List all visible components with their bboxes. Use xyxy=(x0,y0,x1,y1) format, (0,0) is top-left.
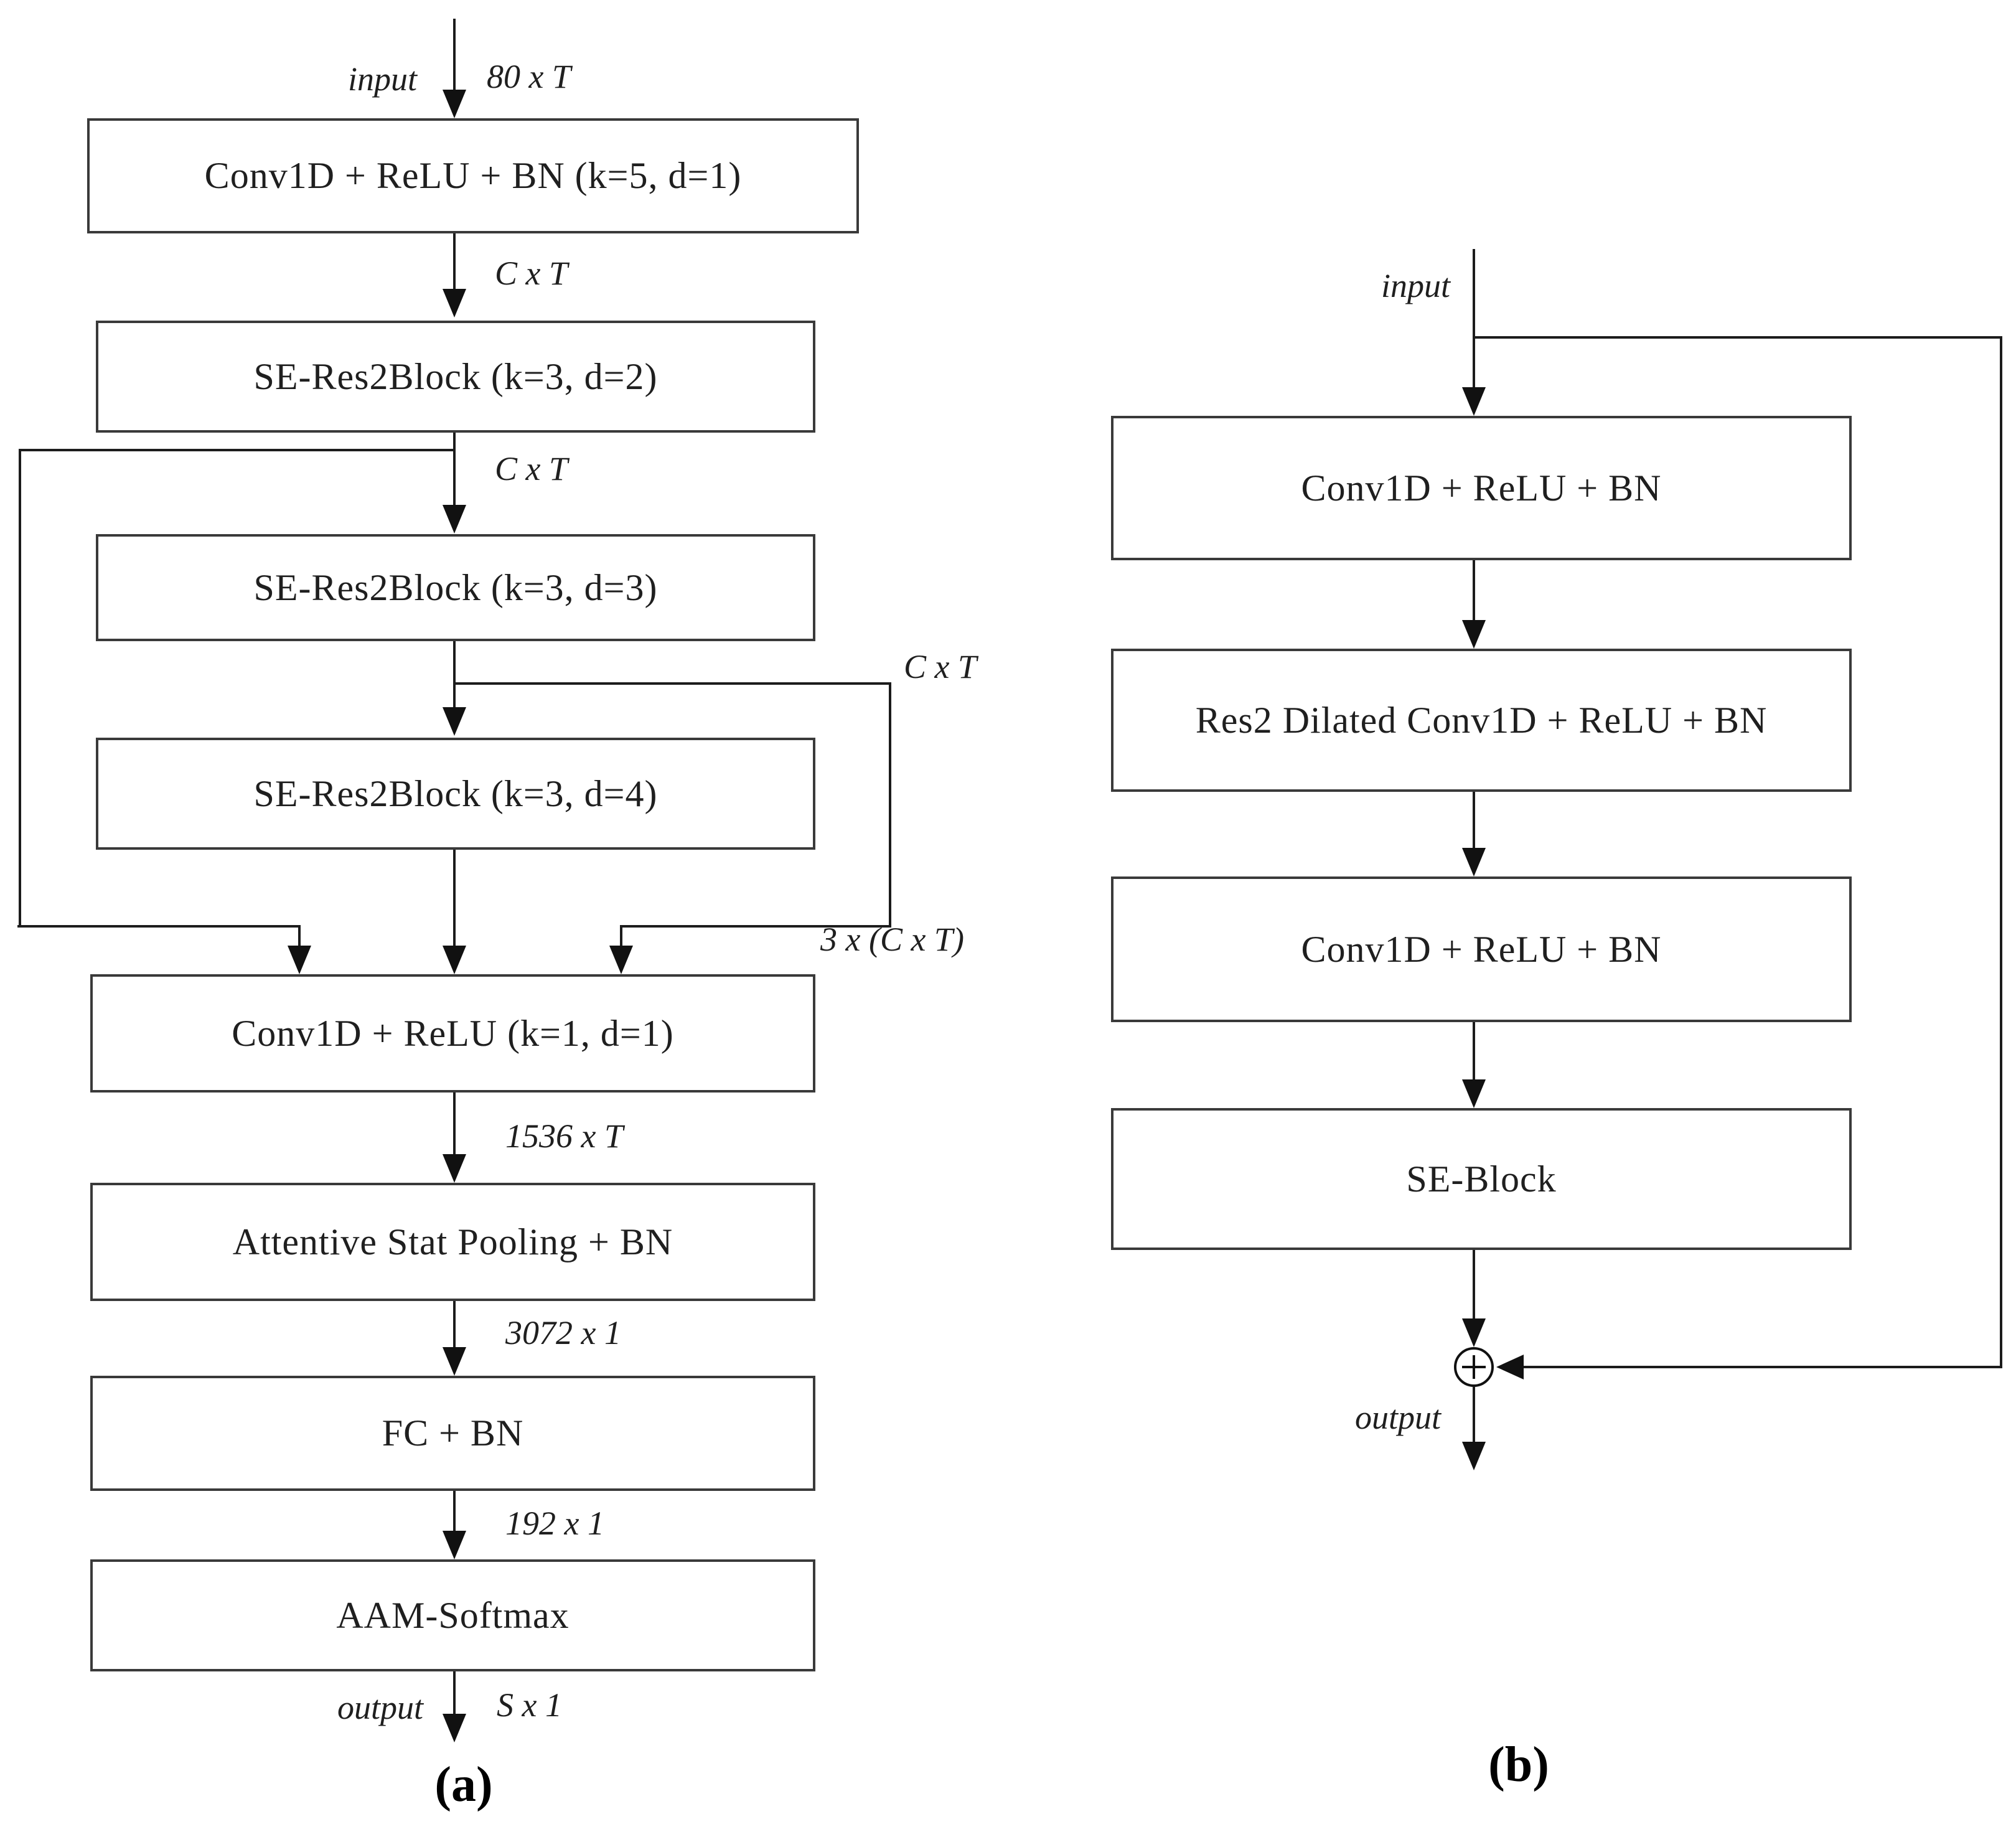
add-operator-icon xyxy=(1454,1347,1494,1387)
b-arrowhead-3-icon xyxy=(1462,1079,1486,1108)
a-arrowhead-6-icon xyxy=(443,1347,466,1376)
a-flow-line-5 xyxy=(453,1093,456,1157)
node-conv1d-relu-bn-k5 xyxy=(87,118,859,233)
a-flow-line-3 xyxy=(453,641,456,710)
a-arrowhead-7-icon xyxy=(443,1531,466,1559)
a-skip-left-connector xyxy=(17,925,301,928)
node-label: SE-Res2Block (k=3, d=2) xyxy=(253,355,658,397)
node-label: Res2 Dilated Conv1D + ReLU + BN xyxy=(1195,699,1768,741)
node-label: Conv1D + ReLU + BN xyxy=(1301,467,1662,509)
node-attentive-stat-pooling xyxy=(90,1183,815,1301)
a-output-line xyxy=(453,1671,456,1716)
node-b-conv1d-relu-bn-1 xyxy=(1111,416,1852,560)
b-input-arrowhead-icon xyxy=(1462,387,1486,416)
a-arrowhead-3-icon xyxy=(443,707,466,736)
node-se-res2block-d3 xyxy=(96,534,815,641)
node-b-res2-dilated-conv1d xyxy=(1111,649,1852,792)
b-output-arrowhead-icon xyxy=(1462,1442,1486,1470)
b-arrowhead-1-icon xyxy=(1462,620,1486,649)
node-label: FC + BN xyxy=(382,1412,524,1454)
node-label: Attentive Stat Pooling + BN xyxy=(232,1221,673,1262)
a-arrowhead-1-icon xyxy=(443,289,466,317)
node-b-se-block xyxy=(1111,1108,1852,1250)
node-aam-softmax xyxy=(90,1559,815,1671)
b-arrowhead-2-icon xyxy=(1462,848,1486,876)
node-se-res2block-d2 xyxy=(96,321,815,433)
node-fc-bn xyxy=(90,1376,815,1491)
a-flow-line-2 xyxy=(453,433,456,507)
a-output-dim: S x 1 xyxy=(497,1686,562,1724)
b-flow-line-2 xyxy=(1473,792,1475,850)
a-output-arrowhead-icon xyxy=(443,1714,466,1742)
a-merge-arrowhead-left-icon xyxy=(288,946,311,974)
node-label: SE-Res2Block (k=3, d=3) xyxy=(253,566,658,608)
b-skip-connector xyxy=(1521,1366,2002,1368)
a-dim-cxt-1: C x T xyxy=(495,255,568,292)
a-flow-line-4 xyxy=(453,850,456,948)
a-arrowhead-5-icon xyxy=(443,1154,466,1183)
a-skip-right-branch xyxy=(453,682,891,685)
a-flow-line-1 xyxy=(453,233,456,291)
a-arrowhead-2-icon xyxy=(443,505,466,533)
b-flow-line-3 xyxy=(1473,1022,1475,1082)
a-dim-cxt-2: C x T xyxy=(495,450,568,487)
b-output-line xyxy=(1473,1387,1475,1444)
b-flow-line-1 xyxy=(1473,560,1475,623)
a-caption: (a) xyxy=(434,1757,493,1812)
node-label: SE-Res2Block (k=3, d=4) xyxy=(253,773,658,814)
node-label: SE-Block xyxy=(1406,1158,1557,1200)
b-caption: (b) xyxy=(1488,1737,1549,1792)
a-flow-line-7 xyxy=(453,1491,456,1533)
b-input-label: input xyxy=(1381,267,1450,304)
node-label: Conv1D + ReLU + BN xyxy=(1301,928,1662,970)
a-merge-arrowhead-center-icon xyxy=(443,946,466,974)
b-flow-line-4 xyxy=(1473,1250,1475,1321)
a-skip-right-rail xyxy=(889,682,891,928)
node-se-res2block-d4 xyxy=(96,738,815,850)
a-dim-192: 192 x 1 xyxy=(505,1505,604,1542)
a-input-dim: 80 x T xyxy=(487,58,571,95)
b-skip-branch xyxy=(1473,336,2002,339)
add-operator-vertical-stroke xyxy=(1473,1355,1475,1379)
a-dim-3072: 3072 x 1 xyxy=(505,1314,621,1351)
node-label: Conv1D + ReLU + BN (k=5, d=1) xyxy=(204,155,742,196)
b-arrowhead-4-icon xyxy=(1462,1318,1486,1347)
a-merge-arrowhead-right-icon xyxy=(609,946,633,974)
a-dim-cxt-3: C x T xyxy=(904,648,977,685)
a-skip-left-branch xyxy=(19,449,456,451)
a-skip-left-rail xyxy=(19,449,21,928)
node-label: Conv1D + ReLU (k=1, d=1) xyxy=(232,1012,674,1054)
a-flow-line-6 xyxy=(453,1301,456,1350)
a-dim-1536: 1536 x T xyxy=(505,1117,623,1155)
b-skip-rail xyxy=(2000,336,2002,1367)
b-input-line xyxy=(1473,249,1475,391)
a-input-label: input xyxy=(347,60,417,98)
node-conv1d-relu-k1 xyxy=(90,974,815,1093)
a-input-line xyxy=(453,19,456,93)
a-dim-merge: 3 x (C x T) xyxy=(820,921,964,958)
node-b-conv1d-relu-bn-2 xyxy=(1111,876,1852,1022)
node-label: AAM-Softmax xyxy=(336,1594,570,1636)
a-input-arrowhead-icon xyxy=(443,90,466,118)
a-output-label: output xyxy=(337,1689,423,1726)
b-output-label: output xyxy=(1354,1399,1441,1436)
b-skip-arrowhead-icon xyxy=(1496,1355,1524,1379)
